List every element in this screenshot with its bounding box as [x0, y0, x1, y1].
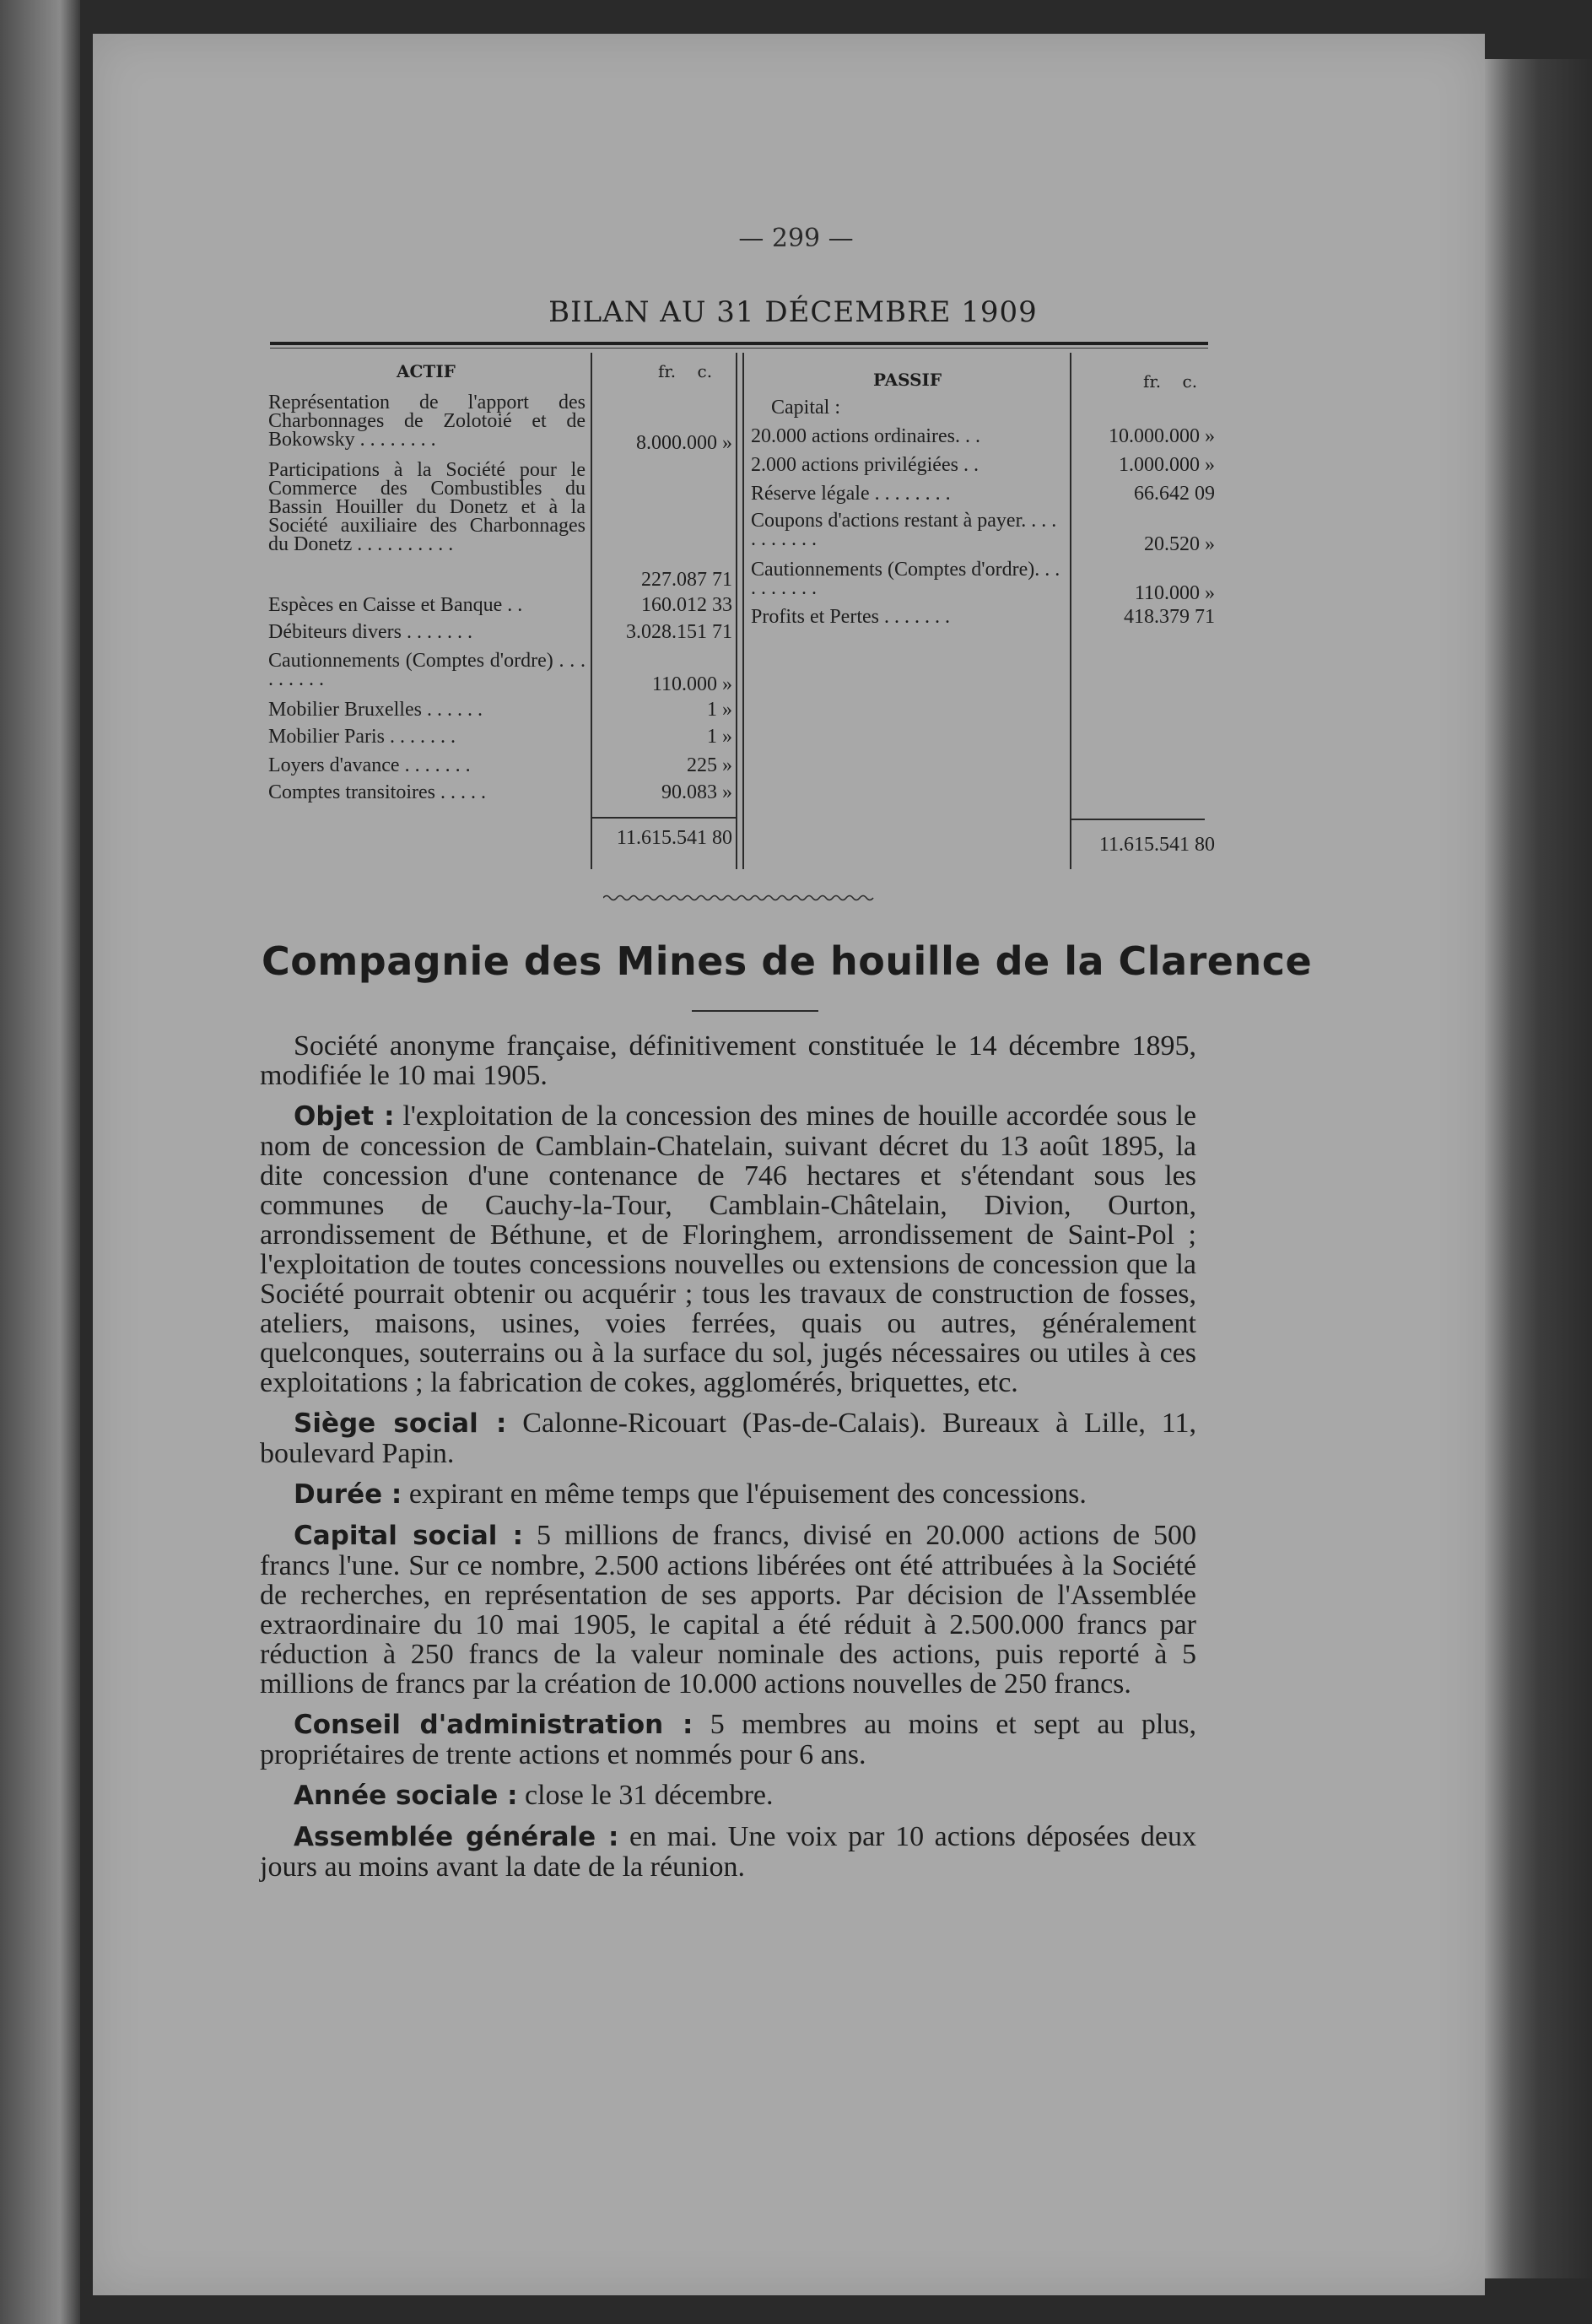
actif-unit: fr. c.: [658, 361, 713, 381]
actif-row: [268, 756, 732, 776]
actif-label: Mobilier Bruxelles . . . . . .: [268, 699, 483, 721]
passif-amount: 10.000.000 »: [1109, 425, 1215, 447]
actif-label: Représentation de l'apport des Charbonnages de Zolotoié et de Bokowsky . . . . . . . .: [268, 392, 586, 451]
passif-row: [751, 560, 1215, 606]
passif-total-amount: 11.615.541 80: [1098, 834, 1215, 856]
center-divider-b: [742, 353, 744, 869]
balance-sheet-title: BILAN AU 31 DÉCEMBRE 1909: [548, 295, 1038, 329]
assemblee-key: Assemblée générale :: [294, 1822, 619, 1852]
title-rule-thick: [270, 342, 1208, 345]
actif-row: [268, 393, 732, 452]
passif-header: PASSIF: [873, 370, 942, 390]
company-title: Compagnie des Mines de houille de la Clarence: [262, 938, 1313, 984]
actif-total-rule: [591, 817, 736, 819]
actif-amount: 225 »: [687, 754, 732, 776]
actif-amount: 8.000.000 »: [636, 432, 732, 454]
actif-row: [268, 623, 732, 643]
company-description: [260, 1031, 1196, 1893]
actif-label: Participations à la Société pour le Commerce des Combustibles du Bassin Houiller du Donetz et à la Société auxiliaire des Charbonnages du Donetz . . . . . . . . . .: [268, 459, 586, 555]
passif-row: [751, 484, 1215, 505]
actif-amount: 1 »: [707, 726, 732, 748]
duree-text: expirant en même temps que l'épuisement des concessions.: [408, 1478, 1087, 1510]
passif-amount: 110.000 »: [1134, 582, 1215, 604]
passif-label: Capital :: [771, 397, 840, 419]
passif-label: Coupons d'actions restant à payer. . . . . . . . . . .: [751, 510, 1057, 550]
capital-key: Capital social :: [294, 1521, 524, 1551]
actif-amount: 1 »: [707, 699, 732, 721]
passif-amount: 20.520 »: [1144, 533, 1215, 555]
actif-amount: 3.028.151 71: [626, 621, 732, 643]
title-rule-thin: [270, 348, 1208, 349]
conseil-key: Conseil d'administration :: [294, 1710, 693, 1740]
passif-label: Réserve légale . . . . . . . .: [751, 483, 951, 505]
paragraph-objet: [260, 1101, 1196, 1397]
center-divider-a: [736, 353, 737, 869]
siege-key: Siège social :: [294, 1408, 507, 1439]
page-number: — 299 —: [738, 224, 854, 253]
conseil-text: 5 membres au moins et sept au plus, propriétaires de trente actions et nommés pour 6 ans.: [260, 1709, 1196, 1770]
objet-key: Objet :: [294, 1101, 395, 1132]
actif-row: [268, 700, 732, 721]
actif-row: [268, 461, 732, 596]
passif-row: [751, 608, 1215, 628]
passif-row: [761, 398, 1217, 419]
annee-key: Année sociale :: [294, 1781, 518, 1811]
passif-amount: 66.642 09: [1134, 483, 1215, 505]
passif-label: Profits et Pertes . . . . . . .: [751, 606, 950, 628]
intro-paragraph: [260, 1031, 1196, 1090]
company-title-rule: [692, 1010, 818, 1012]
siege-text: Calonne-Ricouart (Pas-de-Calais). Bureaux à Lille, 11, boulevard Papin.: [260, 1408, 1196, 1469]
assemblee-text: en mai. Une voix par 10 actions déposées deux jours au moins avant la date de la réunion.: [260, 1821, 1196, 1883]
passif-label: 20.000 actions ordinaires. . .: [751, 425, 980, 447]
actif-row: [268, 596, 732, 616]
paragraph-siege: [260, 1408, 1196, 1468]
actif-row: [268, 727, 732, 748]
intro-text: Société anonyme française, définitivement constituée le 14 décembre 1895, modifiée le 10 mai 1905.: [260, 1030, 1196, 1091]
actif-total-amount: 11.615.541 80: [616, 827, 732, 849]
passif-amount: 418.379 71: [1124, 606, 1215, 628]
passif-label: 2.000 actions privilégiées . .: [751, 454, 979, 476]
book-page-edges: [1485, 59, 1592, 2278]
passif-row: [751, 511, 1215, 557]
actif-label: Mobilier Paris . . . . . . .: [268, 726, 456, 748]
passif-unit: fr. c.: [1143, 371, 1198, 392]
annee-text: close le 31 décembre.: [524, 1780, 774, 1811]
objet-text: l'exploitation de la concession des mines de houille accordée sous le nom de concession de Camblain-Chatelain, suivant décret du 13 août 1895, la dite concession d'une contenance de 746 hectares et s'étendant sous les communes de Cauchy-la-Tour, Camblain-Châtelain, Divion, Ourton, arrondissement de Béthune, et de Floringhem, arrondissement de Saint-Pol ; l'exploitation de toutes concessions nouvelles ou extensions de concession que la Société pourrait obtenir ou acquérir ; tous les travaux de construction de fosses, ateliers, maisons, usines, voies ferrées, quais ou autres, généralement quelconques, souterrains ou à la surface du sol, jugés nécessaires ou utiles à ces exploitations ; la fabrication de cokes, agglomérés, briquettes, etc.: [260, 1100, 1197, 1398]
actif-label: Comptes transitoires . . . . .: [268, 781, 486, 803]
actif-label: Loyers d'avance . . . . . . .: [268, 754, 471, 776]
actif-row: [268, 783, 732, 803]
passif-total: [1070, 835, 1215, 856]
passif-row: [751, 427, 1215, 447]
paragraph-capital: [260, 1521, 1196, 1699]
passif-amount: 1.000.000 »: [1119, 454, 1215, 476]
left-page-remnant: [0, 0, 80, 2324]
paragraph-duree: [260, 1479, 1196, 1510]
actif-amount: 90.083 »: [661, 781, 732, 803]
passif-total-rule: [1070, 819, 1205, 820]
actif-label: Cautionnements (Comptes d'ordre) . . . . . . . . .: [268, 650, 586, 690]
paragraph-conseil: [260, 1710, 1196, 1770]
paragraph-assemblee: [260, 1822, 1196, 1882]
passif-row: [751, 456, 1215, 476]
paragraph-annee: [260, 1781, 1196, 1811]
actif-row: [268, 651, 732, 694]
actif-amount: 227.087 71: [641, 569, 732, 591]
actif-amount: 160.012 33: [641, 594, 732, 616]
actif-amount: 110.000 »: [651, 673, 732, 695]
actif-header: ACTIF: [397, 361, 456, 381]
passif-label: Cautionnements (Comptes d'ordre). . . . . . . . . .: [751, 559, 1060, 599]
capital-text: 5 millions de francs, divisé en 20.000 actions de 500 francs l'une. Sur ce nombre, 2.500 actions libérées ont été attribuées à la Société de recherches, en représentation de ses apports. Par décision de l'Assemblée extraordinaire du 10 mai 1905, le capital a été réduit à 2.500.000 francs par réduction à 250 francs de la valeur nominale des actions, puis reporté à 5 millions de francs par la création de 10.000 actions nouvelles de 250 francs.: [260, 1520, 1196, 1700]
duree-key: Durée :: [294, 1479, 402, 1510]
wavy-separator: [603, 893, 877, 903]
actif-label: Espèces en Caisse et Banque . .: [268, 594, 523, 616]
actif-total: [591, 829, 732, 849]
actif-label: Débiteurs divers . . . . . . .: [268, 621, 472, 643]
